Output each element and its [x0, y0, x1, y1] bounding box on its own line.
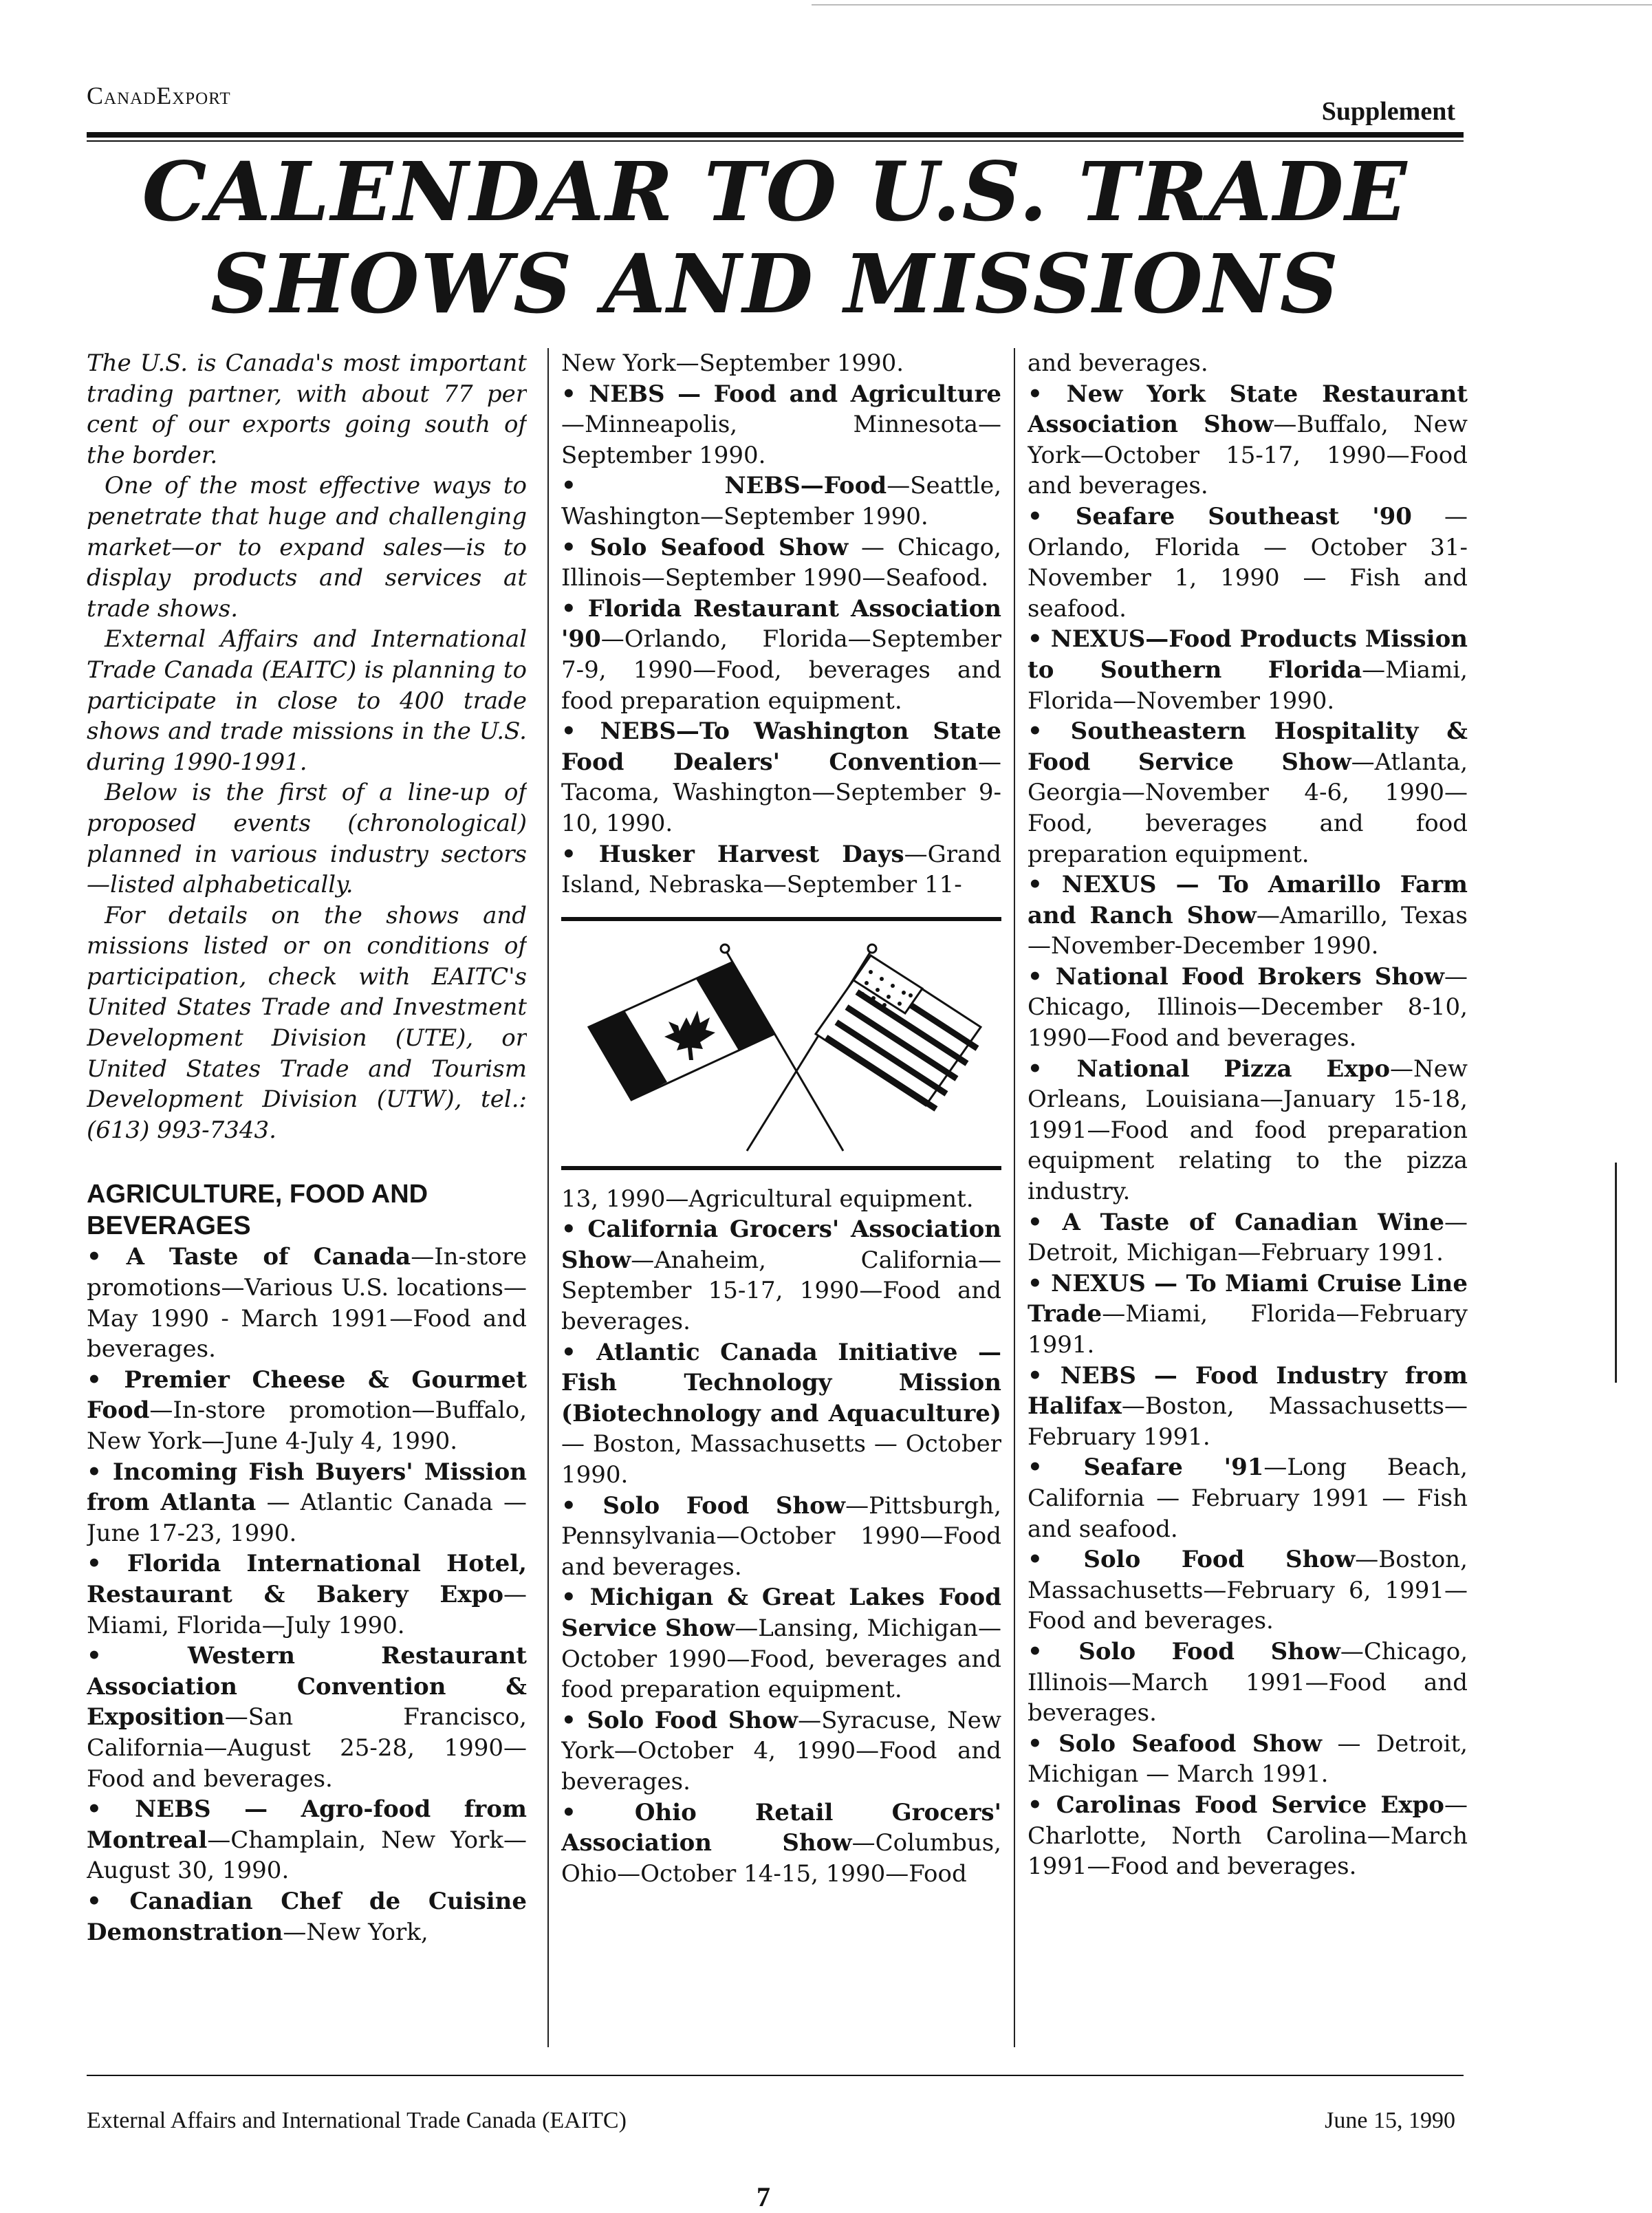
bullet-icon: •	[87, 1365, 124, 1394]
event-list	[561, 379, 1001, 900]
bullet-icon: •	[1028, 1208, 1063, 1236]
event-details: —Charlotte, North Carolina—March 1991—Food and beverages.	[1028, 1791, 1468, 1881]
column-2	[561, 348, 1001, 2068]
canada-flag-icon	[589, 962, 774, 1100]
event-details: —Tacoma, Washington—September 9-10, 1990.	[561, 748, 1001, 837]
event-name: NEXUS — To Amarillo Farm and Ranch Show	[1028, 871, 1468, 929]
event-name: A Taste of Canadian Wine	[1062, 1208, 1444, 1236]
bullet-icon: •	[1028, 380, 1067, 408]
crossed-flags-icon	[575, 931, 988, 1158]
event-name: NEBS — Agro-food from Montreal	[87, 1795, 527, 1854]
event-details: —Columbus, Ohio—October 14-15, 1990—Food	[561, 1829, 1001, 1888]
column-3	[1028, 348, 1468, 2068]
bullet-icon: •	[87, 1243, 127, 1271]
event-details: —Champlain, New York—August 30, 1990.	[87, 1826, 527, 1885]
event-list	[87, 1242, 527, 1947]
event-name: Florida Restaurant Association '90	[561, 594, 1001, 654]
event-details: —Chicago, Illinois—December 8-10, 1990—Food and beverages.	[1028, 962, 1468, 1052]
event-details: — Atlantic Canada — June 17-23, 1990.	[87, 1489, 527, 1547]
event-entry	[87, 1641, 527, 1794]
bullet-icon: •	[1028, 1454, 1084, 1482]
event-name: NEXUS — To Miami Cruise Line Trade	[1028, 1269, 1468, 1328]
event-details: —Long Beach, California — February 1991 — Fish and seafood.	[1028, 1454, 1468, 1543]
event-entry	[1028, 624, 1468, 716]
event-details: —In-store promotion—Buffalo, New York—June 4-July 4, 1990.	[87, 1396, 527, 1455]
event-details: —Grand Island, Nebraska—September 11-	[561, 840, 1001, 899]
page-number: 7	[757, 2181, 770, 2212]
event-entry	[561, 1798, 1001, 1890]
event-details: —Pittsburgh, Pennsylvania—October 1990—Food and beverages.	[561, 1491, 1001, 1581]
bullet-icon: •	[561, 594, 588, 623]
event-name: Canadian Chef de Cuisine Demonstration	[87, 1887, 527, 1946]
event-name: Solo Seafood Show	[589, 533, 849, 561]
section-heading: AGRICULTURE, FOOD AND BEVERAGES	[87, 1180, 428, 1241]
event-name: Seafare Southeast '90	[1075, 502, 1412, 530]
event-entry	[87, 1548, 527, 1641]
event-name: Atlantic Canada Initiative — Fish Technology Mission (Biotechnology and Aquaculture)	[561, 1338, 1001, 1427]
event-entry	[1028, 962, 1468, 1054]
entry-continuation: and beverages.	[1028, 349, 1208, 377]
event-name: NEBS—Food	[724, 472, 887, 500]
bullet-icon: •	[87, 1642, 188, 1670]
flags-illustration	[561, 917, 1001, 1170]
footer-date: June 15, 1990	[1325, 2108, 1455, 2133]
scan-edge-line	[812, 4, 1652, 6]
event-entry	[1028, 1544, 1468, 1637]
event-list	[1028, 379, 1468, 1882]
footer-organization: External Affairs and International Trade Canada (EAITC)	[87, 2108, 627, 2133]
event-name: Southeastern Hospitality & Food Service Show	[1028, 717, 1468, 776]
event-name: Solo Food Show	[587, 1706, 798, 1734]
event-details: —Boston, Massachusetts—February 6, 1991—Food and beverages.	[1028, 1546, 1468, 1635]
header-rule	[87, 132, 1464, 138]
event-name: NEBS — Food Industry from Halifax	[1028, 1361, 1468, 1421]
event-entry	[1028, 1269, 1468, 1361]
event-name: New York State Restaurant Association Show	[1028, 380, 1468, 439]
event-entry	[561, 379, 1001, 471]
event-entry	[561, 1582, 1001, 1705]
event-details: —Atlanta, Georgia—November 4-6, 1990—Food, beverages and food preparation equipment.	[1028, 748, 1468, 868]
event-name: Solo Food Show	[1083, 1546, 1356, 1574]
intro-paragraph: The U.S. is Canada's most important trading partner, with about 77 per cent of our exports going south of the border.	[87, 349, 527, 469]
event-name: Seafare '91	[1083, 1454, 1264, 1482]
event-name: Solo Seafood Show	[1058, 1729, 1323, 1758]
event-entry	[87, 1242, 527, 1364]
event-entry	[87, 1457, 527, 1549]
event-entry	[87, 1886, 527, 1947]
bullet-icon: •	[561, 380, 589, 408]
bullet-icon: •	[1028, 871, 1062, 899]
event-name: NEBS—To Washington State Food Dealers' Convention	[561, 717, 1001, 776]
bullet-icon: •	[561, 533, 590, 561]
entry-continuation: New York—September 1990.	[561, 349, 904, 377]
event-details: —Buffalo, New York—October 15-17, 1990—Food and beverages.	[1028, 411, 1468, 500]
bullet-icon: •	[1028, 1729, 1059, 1758]
event-name: National Food Brokers Show	[1055, 962, 1444, 991]
bullet-icon: •	[1028, 1637, 1079, 1665]
event-name: Ohio Retail Grocers' Association Show	[561, 1798, 1001, 1857]
event-details: —Miami, Florida—July 1990.	[87, 1580, 527, 1639]
bullet-icon: •	[561, 1706, 587, 1734]
footer-rule	[87, 2075, 1464, 2076]
event-details: — Orlando, Florida — October 31-November 1, 1990 — Fish and seafood.	[1028, 502, 1468, 623]
event-details: —Syracuse, New York—October 4, 1990—Food and beverages.	[561, 1706, 1001, 1795]
bullet-icon: •	[1028, 1269, 1052, 1297]
entry-continuation: 13, 1990—Agricultural equipment.	[561, 1185, 974, 1213]
intro-paragraph: Below is the first of a line-up of proposed events (chronological) planned in various industry sectors—listed alphabetically.	[87, 779, 527, 899]
event-entry	[1028, 1207, 1468, 1269]
event-details: —Orlando, Florida—September 7-9, 1990—Food, beverages and food preparation equipment.	[561, 625, 1001, 715]
event-entry	[1028, 501, 1468, 624]
event-details: — Boston, Massachusetts — October 1990.	[561, 1430, 1001, 1489]
event-entry	[1028, 1452, 1468, 1544]
event-entry	[87, 1365, 527, 1457]
title-line-1: CALENDAR TO U.S. TRADE	[142, 144, 1409, 239]
event-details: — Chicago, Illinois—September 1990—Seafood.	[561, 533, 1001, 592]
bullet-icon: •	[1028, 717, 1071, 746]
bullet-icon: •	[1028, 625, 1051, 654]
event-details: —Miami, Florida—February 1991.	[1028, 1300, 1468, 1359]
event-details: —Seattle, Washington—September 1990.	[561, 472, 1001, 530]
intro-paragraph: For details on the shows and missions listed or on conditions of participation, check with EAITC's United States Trade and Investment Development Division (UTE), or United States Trade and Tourism Development Division (UTW), tel.: (613) 993-7343.	[87, 901, 527, 1144]
bullet-icon: •	[561, 840, 599, 868]
event-entry	[1028, 379, 1468, 501]
event-entry	[87, 1794, 527, 1886]
intro-paragraph: One of the most effective ways to penetrate that huge and challenging market—or to expand sales—is to display products and services at trade shows.	[87, 472, 527, 623]
bullet-icon: •	[561, 717, 600, 746]
intro-paragraph: External Affairs and International Trade Canada (EAITC) is planning to participate in close to 400 trade shows and trade missions in the U.S. during 1990-1991.	[87, 625, 527, 776]
event-details: —Lansing, Michigan—October 1990—Food, beverages and food preparation equipment.	[561, 1615, 1001, 1704]
event-details: —New Orleans, Louisiana—January 15-18, 1991—Food and food preparation equipment relating to the pizza industry.	[1028, 1055, 1468, 1206]
bullet-icon: •	[1028, 1055, 1077, 1083]
event-details: —Boston, Massachusetts—February 1991.	[1028, 1392, 1468, 1451]
event-entry	[561, 1705, 1001, 1798]
column-divider	[1014, 348, 1015, 2047]
title-line-2: SHOWS AND MISSIONS	[210, 236, 1340, 332]
event-name: Incoming Fish Buyers' Mission from Atlanta	[87, 1458, 527, 1517]
event-entry	[561, 716, 1001, 839]
bullet-icon: •	[87, 1458, 113, 1486]
event-entry	[561, 594, 1001, 716]
illustration-rule	[561, 1166, 1001, 1170]
event-name: National Pizza Expo	[1076, 1055, 1391, 1083]
event-list	[561, 1214, 1001, 1889]
event-details: —Minneapolis, Minnesota—September 1990.	[561, 411, 1001, 469]
event-details: — Detroit, Michigan — March 1991.	[1028, 1729, 1468, 1789]
event-entry	[561, 1337, 1001, 1491]
bullet-icon: •	[561, 1798, 635, 1826]
column-divider	[547, 348, 549, 2047]
event-name: Solo Food Show	[602, 1491, 846, 1520]
event-details: —Detroit, Michigan—February 1991.	[1028, 1208, 1468, 1267]
bullet-icon: •	[561, 1338, 597, 1366]
event-entry	[561, 471, 1001, 532]
section-label: Supplement	[1321, 97, 1455, 126]
bullet-icon: •	[561, 1491, 603, 1520]
event-entry	[1028, 1637, 1468, 1729]
event-entry	[1028, 870, 1468, 962]
event-name: Solo Food Show	[1078, 1637, 1340, 1665]
event-entry	[1028, 1729, 1468, 1790]
event-details: —In-store promotions—Various U.S. locations—May 1990 - March 1991—Food and beverages.	[87, 1243, 527, 1363]
event-name: Husker Harvest Days	[598, 840, 904, 868]
bullet-icon: •	[87, 1550, 127, 1578]
event-name: Western Restaurant Association Convention & Exposition	[87, 1642, 527, 1731]
event-details: —Miami, Florida—November 1990.	[1028, 656, 1468, 715]
intro-text	[87, 348, 527, 1145]
illustration-rule	[561, 917, 1001, 921]
publication-name: CanadExport	[87, 82, 231, 109]
event-entry	[1028, 1054, 1468, 1207]
event-name: A Taste of Canada	[126, 1243, 411, 1271]
event-name: California Grocers' Association Show	[561, 1216, 1001, 1274]
bullet-icon: •	[1028, 1546, 1084, 1574]
bullet-icon: •	[561, 1584, 590, 1612]
page-title	[87, 146, 1464, 330]
bullet-icon: •	[1028, 962, 1056, 991]
bullet-icon: •	[1028, 502, 1076, 530]
event-entry	[1028, 716, 1468, 870]
event-details: —Amarillo, Texas—November-December 1990.	[1028, 901, 1468, 960]
bullet-icon: •	[87, 1887, 130, 1915]
event-details: —San Francisco, California—August 25-28, 1990—Food and beverages.	[87, 1703, 527, 1793]
event-name: Carolinas Food Service Expo	[1056, 1791, 1444, 1819]
event-name: Michigan & Great Lakes Food Service Show	[561, 1584, 1001, 1642]
header-rule-thin	[87, 140, 1464, 142]
bullet-icon: •	[1028, 1791, 1056, 1819]
event-name: NEXUS—Food Products Mission to Southern Florida	[1028, 625, 1468, 684]
event-entry	[561, 1491, 1001, 1583]
event-entry	[1028, 1361, 1468, 1453]
event-name: NEBS — Food and Agriculture	[589, 380, 1001, 408]
event-name: Florida International Hotel, Restaurant & Bakery Expo	[87, 1550, 527, 1608]
event-entry	[561, 1214, 1001, 1337]
column-1	[87, 348, 527, 2068]
event-name: Premier Cheese & Gourmet Food	[87, 1365, 527, 1425]
event-details: —Chicago, Illinois—March 1991—Food and beverages.	[1028, 1637, 1468, 1727]
event-entry	[561, 532, 1001, 594]
bullet-icon: •	[561, 1216, 588, 1244]
bullet-icon: •	[87, 1795, 135, 1824]
bullet-icon: •	[561, 472, 725, 500]
event-details: —New York,	[283, 1918, 428, 1946]
margin-mark	[1615, 1163, 1617, 1383]
event-details: —Anaheim, California— September 15-17, 1990—Food and beverages.	[561, 1246, 1001, 1336]
bullet-icon: •	[1028, 1361, 1061, 1390]
event-entry	[1028, 1790, 1468, 1882]
event-entry	[561, 839, 1001, 900]
us-flag-icon	[816, 956, 981, 1109]
